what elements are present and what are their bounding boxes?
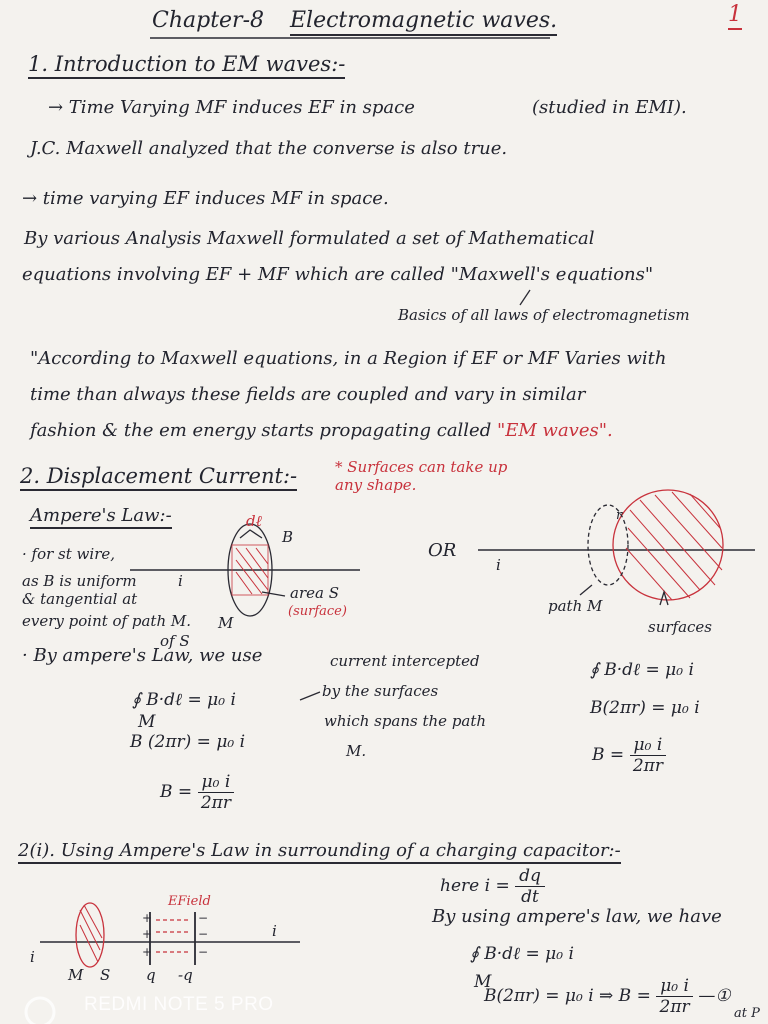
surfaces-note: * Surfaces can take up any shape. <box>335 458 508 494</box>
m-label-1: M <box>218 614 234 632</box>
area-sub-label: (surface) <box>288 604 347 619</box>
r-label: r <box>616 508 623 523</box>
chapter-label: Chapter-8 <box>152 8 265 33</box>
cap-eq-2-fraction: $\frac{\text{μ₀ i}}{2\pi r}$ <box>656 976 693 1017</box>
cap-eq-2: B(2πr) = μ₀ i ⇒ B = $\frac{\text{μ₀ i}}{2\pi r}$ —① <box>484 976 731 1017</box>
efield-label: EField <box>168 894 211 909</box>
svg-text:−: − <box>198 927 209 941</box>
section2-1-heading: 2(i). Using Ampere's Law in surrounding of a charging capacitor:- <box>18 840 621 861</box>
quote-line-1: "According to Maxwell equations, in a Region if EF or MF Varies with <box>30 348 667 369</box>
capacitor-diagram <box>40 903 300 967</box>
eq-left-1: ∮ B·dℓ = μ₀ i <box>132 690 236 710</box>
svg-text:−: − <box>198 945 209 959</box>
eq-right-3: B = $\frac{\text{μ₀ i}}{2\pi r}$ <box>592 735 666 776</box>
svg-text:−: − <box>198 911 209 925</box>
here-fraction: $\frac{dq}{dt}$ <box>515 866 545 907</box>
svg-text:+: + <box>142 945 153 959</box>
cap-label-i-left: i <box>30 948 35 966</box>
cap-label-s: S <box>100 966 111 984</box>
eq-left-3: B = $\frac{\text{μ₀ i}}{2\pi r}$ <box>160 772 234 813</box>
page-number: 1 <box>728 2 742 27</box>
section1-line-2: J.C. Maxwell analyzed that the converse is also true. <box>30 138 508 159</box>
use-amperes-line: · By ampere's Law, we use <box>22 645 263 666</box>
section1-line-4: By various Analysis Maxwell formulated a set of Mathematical <box>24 228 595 249</box>
eq-left-2: B (2πr) = μ₀ i <box>130 732 246 752</box>
current-label-1: i <box>178 572 183 590</box>
using-ampere-line: By using ampere's law, we have <box>432 906 722 927</box>
explain-line-3: which spans the path <box>324 712 487 730</box>
cap-label-neg-q: -q <box>178 966 193 984</box>
section1-line-3: → time varying EF induces MF in space. <box>22 188 389 209</box>
dl-label: dℓ <box>246 512 262 530</box>
em-waves-highlight: "EM waves". <box>496 420 613 441</box>
note-uniform: as B is uniform <box>22 572 137 590</box>
camera-watermark: REDMI NOTE 5 PRO <box>84 994 274 1015</box>
section1-line-5: equations involving EF + MF which are called "Maxwell's equations" <box>22 264 654 285</box>
explain-line-2: by the surfaces <box>322 682 439 700</box>
svg-text:+: + <box>142 911 153 925</box>
cap-eq-1: ∮ B·dℓ = μ₀ i <box>470 944 574 964</box>
b-label: B <box>282 528 294 546</box>
cap-label-m: M <box>68 966 84 984</box>
eq-left-sub: M <box>138 712 156 732</box>
eq-right-2: B(2πr) = μ₀ i <box>590 698 700 718</box>
explain-line-1: current intercepted <box>330 652 480 670</box>
chapter-title: Electromagnetic waves. <box>290 8 557 33</box>
section1-heading: 1. Introduction to EM waves:- <box>28 52 345 76</box>
basics-note: Basics of all laws of electromagnetism <box>398 306 690 324</box>
explain-line-4: M. <box>346 742 367 760</box>
path-label: path M <box>548 597 603 615</box>
cap-label-i-right: i <box>272 922 277 940</box>
eq-left-fraction: $\frac{\text{μ₀ i}}{2\pi r}$ <box>198 772 235 813</box>
current-label-2: i <box>496 556 501 574</box>
or-label: OR <box>428 540 457 561</box>
eq-right-1: ∮ B·dℓ = μ₀ i <box>590 660 694 680</box>
surfaces-label: surfaces <box>648 618 712 636</box>
here-line: here i = $\frac{dq}{dt}$ <box>440 866 545 907</box>
eq-right-fraction: $\frac{\text{μ₀ i}}{2\pi r}$ <box>630 735 667 776</box>
quote-line-2: time than always these fields are coupled and vary in similar <box>30 384 586 405</box>
amperes-law-heading: Ampere's Law:- <box>30 505 172 526</box>
watermark-logo <box>26 998 54 1024</box>
cap-eq-1-sub: M <box>474 972 492 992</box>
note-path: every point of path M. <box>22 612 192 630</box>
of-s-label: of S <box>160 632 190 650</box>
quote-line-3: fashion & the em energy starts propagating called "EM waves". <box>30 420 613 441</box>
note-tangential: & tangential at <box>22 590 138 608</box>
wire-diagram-1 <box>130 524 360 616</box>
section1-line-1: → Time Varying MF induces EF in space <box>48 97 415 118</box>
cap-label-q: q <box>146 966 156 984</box>
note-straight-wire: · for st wire, <box>22 545 116 563</box>
cap-eq-2-note: at P <box>734 1006 760 1021</box>
basics-arrow <box>520 290 530 305</box>
area-label: area S <box>290 584 339 602</box>
section2-heading: 2. Displacement Current:- <box>20 464 297 488</box>
section1-line-1b: (studied in EMI). <box>532 97 687 118</box>
svg-text:+: + <box>142 927 153 941</box>
